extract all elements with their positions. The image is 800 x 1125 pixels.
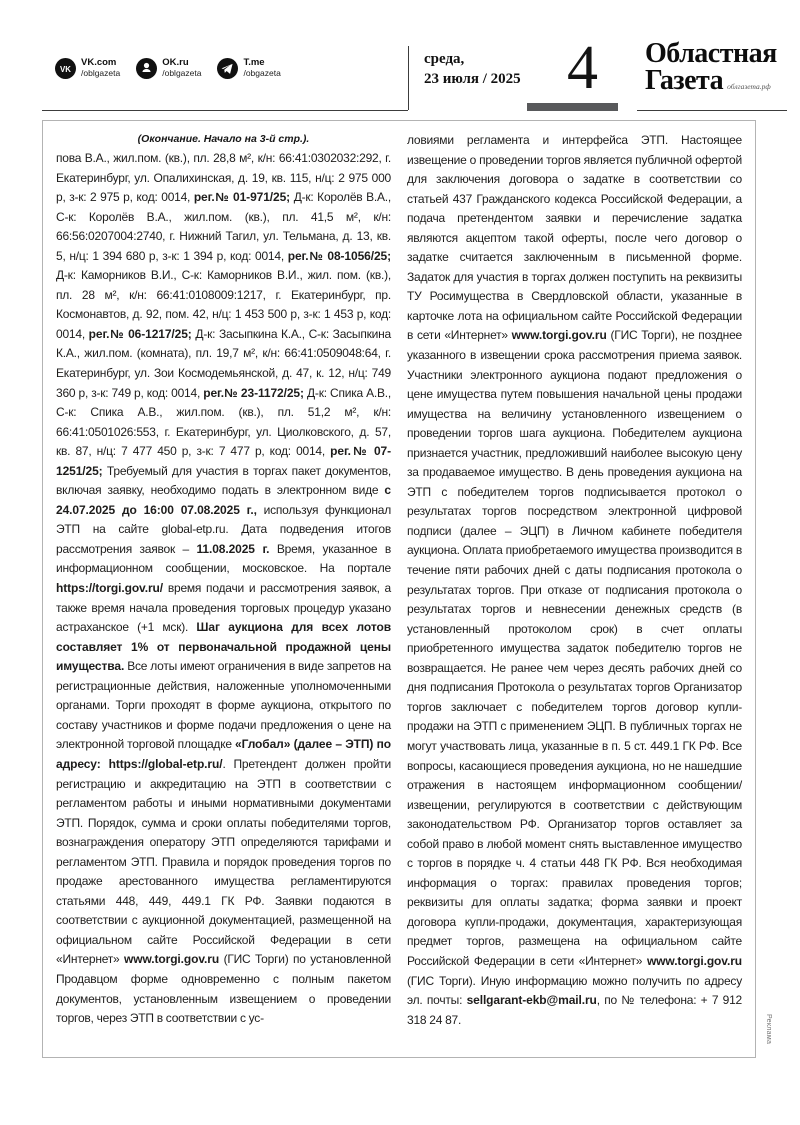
social-vk	[55, 58, 120, 79]
header-rule-right	[637, 110, 787, 111]
header-vertical-divider	[408, 46, 409, 110]
issue-date-full: 23 июля / 2025	[424, 70, 521, 87]
social-network-name: VK.com	[81, 57, 117, 69]
article-text-right: ловиями регламента и интерфейса ЭТП. Настоящее извещение о проведении торгов является публичной офертой для заключения договора о задатке в соответствии со статьей 437 Гражданского кодекса Российской Федерации, а подача претендентом заявки и перечисление задатка являются акцептом такой оферты, после чего договор о задатке считается заключенным в письменной форме. Задаток для участия в торгах должен поступить на реквизиты ТУ Росимущества в Свердловской области, указанные в карточке лота на официальном сайте Российской Федерации в сети «Интернет» www.torgi.gov.ru (ГИС Торги), не позднее указанного в извещении срока рассмотрения приема заявок. Участники электронного аукциона подают предложения о цене имущества путем повышения начальной цены продажи имущества на величину установленного извещением о проведении торгов шага аукциона. Победителем аукциона признается участник, предложивший наиболее высокую цену за продаваемое имущество. В день проведения аукциона на ЭТП с победителем торгов подписывается протокол о результатах торгов посредством электронной цифровой подписи (далее – ЭЦП) в Личном кабинете победителя аукциона. Оплата приобретаемого имущества производится в течение пяти рабочих дней с даты подписания протокола о результатах торгов. При отказе от подписания протокола о результатах торгов и невнесении денежных средств (в установленный протоколом срок) в счет оплаты приобретенного имущества задаток победителю торгов не возвращается. Не ранее чем через десять рабочих дней со дня подписания Протокола о результатах торгов Организатор торгов заключает с победителем торгов договор купли-продажи на ЭТП с применением ЭЦП. В публичных торгах не могут участвовать лица, указанные в п. 5 ст. 449.1 ГК РФ. Все вопросы, касающиеся проведения аукциона, но не нашедшие отражения в настоящем информационном сообщении/извещении, регулируются в соответствии с действующим законодательством РФ. Организатор торгов оставляет за собой право в любой момент снять выставленное имущество с торгов в порядке ч. 4 статьи 448 ГК РФ. Вся необходимая информация о торгах: правилах проведения торгов; реквизиты для оплаты задатка; форма заявки и проект договора купли-продажи, документация, характеризующая предмет торгов, размещена на официальном сайте Российской Федерации в сети «Интернет» www.torgi.gov.ru (ГИС Торги). Иную информацию можно получить по адресу эл. почты: sellgarant-ekb@mail.ru, по № телефона: + 7 912 318 24 87.	[407, 133, 742, 1027]
continuation-note: (Окончание. Начало на 3-й стр.).	[137, 133, 310, 145]
advertisement-marker: Реклама	[765, 1014, 772, 1045]
article-column-left	[56, 131, 391, 1049]
article-text-left: пова В.А., жил.пом. (кв.), пл. 28,8 м², к/н: 66:41:0302032:292, г. Екатеринбург, ул. Опалихинская, д. 19, кв. 115, н/ц: 2 975 000 р, з-к: 2 975 р, код: 0014, рег.№ 01-971/25; Д-к: Королёв В.А., С-к: Королёв В.А., жил.пом. (кв.), пл. 41,5 м², к/н: 66:56:0207004:2740, г. Нижний Тагил, ул. Тельмана, д. 13, кв. 5, н/ц: 1 394 680 р, з-к: 1 394 р, код: 0014, рег.№ 08-1056/25; Д-к: Каморников В.И., С-к: Каморников В.И., жил. пом. (кв.), пл. 28 м², к/н: 66:41:0108009:1217, г. Екатеринбург, пр. Космонавтов, д. 92, пом. 42, н/ц: 1 453 500 р, з-к: 1 453 р, код: 0014, рег.№ 06-1217/25; Д-к: Засыпкина К.А., С-к: Засыпкина К.А., жил.пом. (комната), пл. 19,7 м², к/н: 66:41:0509048:64, г. Екатеринбург, ул. Зои Космодемьянской, д. 47, к. 12, н/ц: 749 360 р, з-к: 749 р, код: 0014, рег.№ 23-1172/25; Д-к: Спика А.В., С-к: Спика А.В., жил.пом. (кв.), пл. 51,2 м², к/н: 66:41:0501026:553, г. Екатеринбург, ул. Циолковского, д. 57, кв. 87, н/ц: 7 477 450 р, з-к: 7 477 р, код: 0014, рег.№ 07-1251/25; Требуемый для участия в торгах пакет документов, включая заявку, необходимо подать в электронном виде с 24.07.2025 до 16:00 07.08.2025 г., используя функционал ЭТП на сайте global-etp.ru. Дата подведения итогов рассмотрения заявок – 11.08.2025 г. Время, указанное в информационном сообщении, московское. На портале https://torgi.gov.ru/ время подачи и рассмотрения заявок, а также время начала проведения торговых процедур указано астраханское (+1 мск). Шаг аукциона для всех лотов составляет 1% от первоначальной продажной цены имущества. Все лоты имеют ограничения в виде запретов на регистрационные действия, наложенные уполномоченными органами. Торги проходят в форме аукциона, открытого по составу участников и форме подачи предложения о цене на электронной торговой площадке «Глобал» (далее – ЭТП) по адресу: https://global-etp.ru/. Претендент должен пройти регистрацию и аккредитацию на ЭТП в соответствии с регламентом работы и иными нормативными документами ЭТП. Порядок, сумма и сроки оплаты победителями торгов, вознаграждения оператору ЭТП определяются тарифами и регламентом ЭТП. Правила и порядок проведения торгов по продаже арестованного имущества регламентируются статьями 448, 449, 449.1 ГК РФ. Заявки подаются в соответствии с аукционной документацией, размещенной на официальном сайте Российской Федерации в сети «Интернет» www.torgi.gov.ru (ГИС Торги) по установленной Продавцом форме одновременно с полным пакетом документов, установленным извещением о проведении торгов, через ЭТП в соответствии с ус-	[56, 151, 391, 1026]
auction-notice-box	[42, 120, 756, 1058]
page-header	[0, 0, 800, 120]
svg-text:VK: VK	[60, 65, 71, 74]
social-links	[55, 58, 281, 79]
issue-date-weekday: среда,	[424, 51, 465, 67]
social-handle: /oblgazeta	[81, 68, 121, 79]
header-rule-left	[42, 110, 408, 111]
page-number: 4	[567, 34, 598, 102]
vk-icon	[55, 58, 76, 79]
masthead-line2: Газета	[645, 65, 724, 97]
telegram-icon	[217, 58, 238, 79]
article-column-right	[407, 131, 742, 1049]
issue-date	[424, 50, 521, 89]
masthead-website: облгазета.рф	[727, 82, 771, 92]
social-telegram	[217, 58, 280, 79]
masthead-logo	[645, 40, 795, 95]
social-handle: /obgazeta	[243, 68, 281, 79]
social-handle: /oblgazeta	[162, 68, 202, 79]
social-network-name: T.me	[243, 57, 265, 69]
social-ok	[136, 58, 201, 79]
social-network-name: OK.ru	[162, 57, 189, 69]
page-number-underline	[527, 103, 618, 111]
article-columns	[56, 131, 742, 1049]
ok-icon	[136, 58, 157, 79]
masthead-line1: Областная	[645, 38, 777, 69]
